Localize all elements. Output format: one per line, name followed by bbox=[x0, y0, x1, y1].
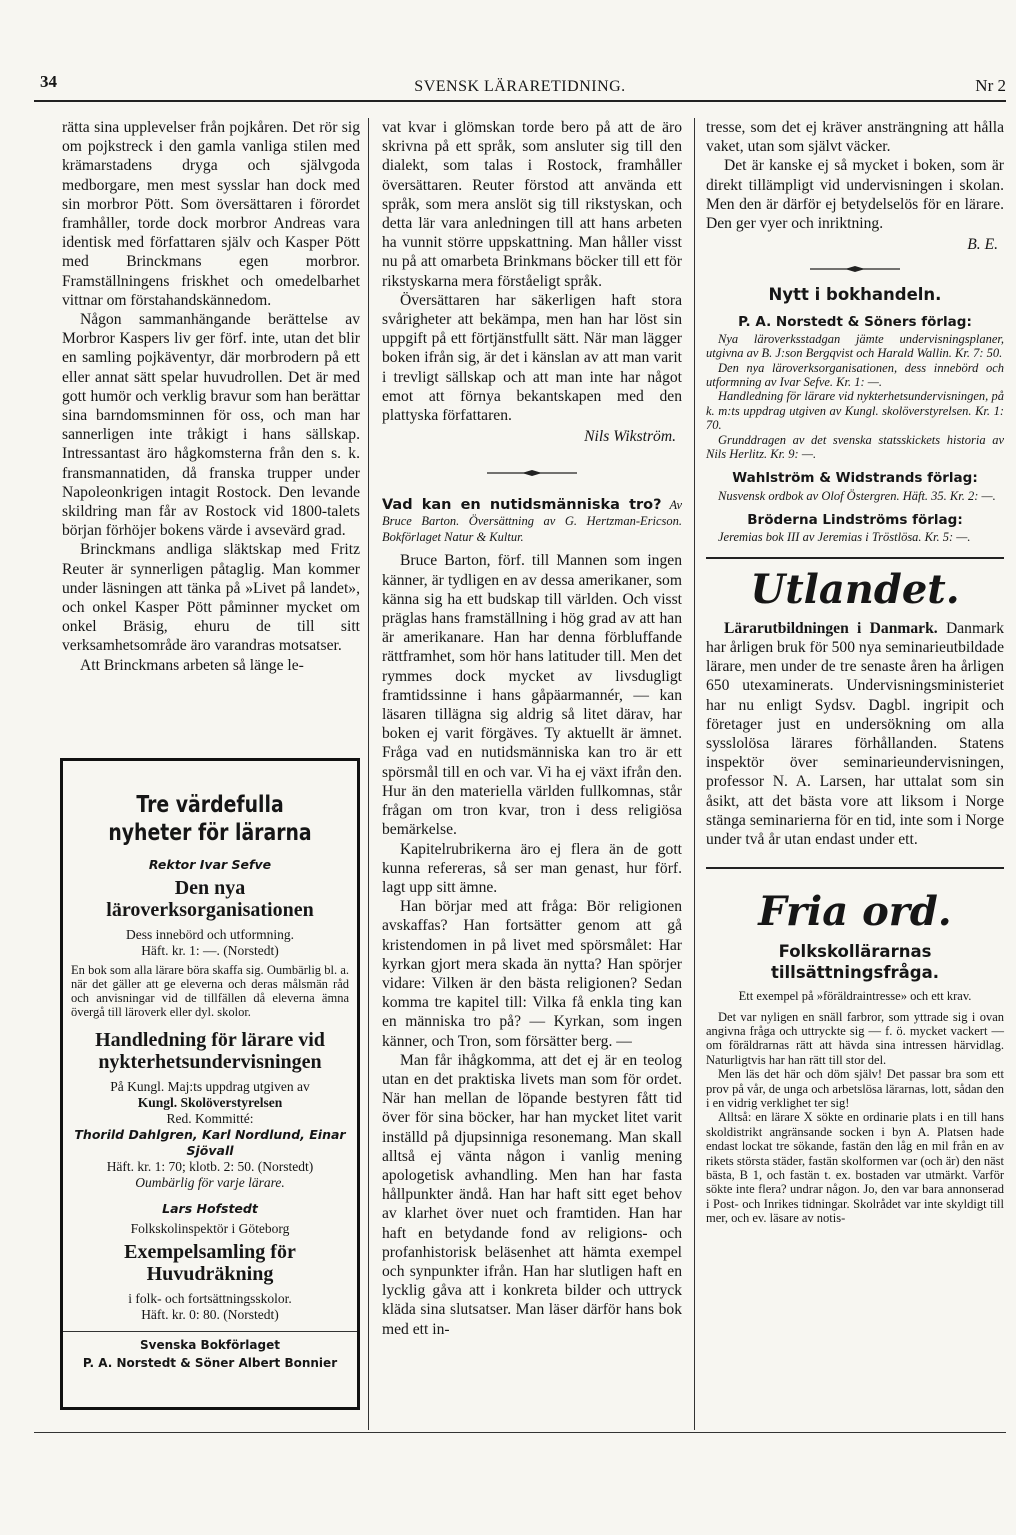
column-rule-2 bbox=[694, 118, 695, 1430]
section-rule bbox=[706, 557, 1004, 559]
fria-paragraph: Alltså: en lärare X sökte en ordinarie plats i en till hans skoldistrikt angränsande socken i byn A. Platsen hade endast lockat tre sökande, fastän den låg en mil från en av rikets största städer, fastän skolformen var (och är) den näst bästa, B 1, och fastän t. ex. bostaden var utmärkt. Varför sökte inte flera? undrar någon. Jo, den var bara annonserad i Post- och Inrikes tidningar. Skolrådet var inte skyldigt till mer, och ev. läsare av notis- bbox=[706, 1110, 1005, 1226]
ad-book3-author: Lars Hofstedt bbox=[162, 1201, 258, 1216]
col2-paragraph: Översättaren har säkerligen haft stora svårigheter att bekämpa, men han har löst sin uppgift på ett förtjänstfullt sätt. När man lägger boken ifrån sig, är det i känslan av att man varit i trevligt sällskap och att man inte har något emot att förnya bekantskapen med den plattyska författaren. bbox=[382, 291, 682, 425]
col2-signature: Nils Wikström. bbox=[584, 428, 676, 446]
section-rule bbox=[706, 867, 1004, 869]
col3-paragraph: Det är kanske ej så mycket i boken, som är direkt tillämpligt vid undervisningen i skolan. Men den är därför ej betydelselös för en lärare. Den ger vyer och inriktning. bbox=[706, 157, 1004, 233]
book-listing: Grunddragen av det svenska statsskickets historia av Nils Herlitz. Kr. 9: —. bbox=[706, 432, 1004, 462]
col2-paragraph: vat kvar i glömskan torde bero på att de äro skrivna på ett språk, som ansluter sig till den dialekt, som talas i Rostock, framhåller översättaren. Reuter förstod att använda ett språk, som mera anslöt sig till rikstyskan, och detta lär vara anledningen till att hans arbeten ha vunnit större uppskattning. Man håller visst nu på att omarbeta Brinkmans böcker till ett för rikstyskarna mera förståeligt språk. bbox=[382, 119, 682, 290]
ad-book3-author-role: Folkskolinspektör i Göteborg bbox=[130, 1221, 290, 1236]
fria-title: Folkskollärarnas tillsättningsfråga. bbox=[770, 942, 940, 983]
book-listing: Den nya läroverksorganisationen, dess innebörd och utformning av Ivar Sefve. Kr. 1: —. bbox=[706, 360, 1004, 390]
ad-book2-note: Oumbärlig för varje lärare. bbox=[135, 1175, 285, 1190]
review-title: Vad kan en nutidsmänniska tro? bbox=[382, 497, 662, 514]
column-2 bbox=[382, 118, 682, 1339]
col2-paragraph: Bruce Barton, förf. till Mannen som ingen känner, är tydligen en av dessa amerikaner, som känna sig ha ett budskap till världen. Och visst präglas hans framställning i hög grad av att han är amerikanare. Han har denna förbluffande rättframhet, som hör hans latituder till. Men det rymmes dock mycket av livsdugligt framtidssinne i hans gåpäarmannér, — kan läsaren tillägna sig aldrig så litet därav, har boken ej varit förgäves. Ty aktuellt är ämnet. Fråga vad en nutidsmänniska kan tro är ett spörsmål till en och var. Vi ha ej växt ifrån den. Hur än den materiella världen fullkomnas, står frågan om tron kvar, tron i dess religiösa bemärkelse. bbox=[382, 552, 682, 839]
column-rule-1 bbox=[368, 118, 369, 1430]
col2-paragraph: Man får ihågkomma, att det ej är en teolog utan en det praktiska livets man som för ordet. När han mellan de löpande bestyren fått tid över för sina böcker, har han mycket litet varit inställd på djupsinniga resonemang. Man skall alltså ej vänta någon i vanlig mening apologetisk avhandling. Men han har fasta hållpunkter ändå. Han har haft sitt eget behov av klarhet över nuet och framtiden. Han har haft en betydande fond av religions- och profanhistorisk beläsenhet att hämta exempel och synpunkter ifrån. Han har slutligen haft en lycklig gåva att i konkreta bilder och uttryck kläda sina slutsatser. Man läser därför hans bok med ett in- bbox=[382, 1051, 682, 1338]
nytt-heading: Nytt i bokhandeln. bbox=[768, 285, 942, 305]
publisher-list bbox=[706, 332, 1004, 462]
fria-paragraph: Men läs det här och döm själv! Det passar bra som ett prov på vår, de unga och arbetslösa lärarnas, lott, sådan den i en vidrig verklighet ter sig! bbox=[706, 1067, 1004, 1110]
review-header bbox=[382, 497, 682, 545]
ornament-divider bbox=[706, 264, 1004, 275]
ad-book3-price: Häft. kr. 0: 80. (Norstedt) bbox=[141, 1307, 279, 1322]
book-listing: Nusvensk ordbok av Olof Östergren. Häft. 35. Kr. 2: —. bbox=[718, 488, 996, 503]
ad-book1-title: Den nya läroverksorganisationen bbox=[106, 877, 314, 921]
book-listing: Handledning för lärare vid nykterhetsundervisningen, på k. m:ts uppdrag utgiven av Kungl. skolöverstyrelsen. Kr. 1: 70. bbox=[706, 389, 1004, 433]
ad-book1-author: Rektor Ivar Sefve bbox=[148, 857, 272, 872]
ad-book2-editors-label: Red. Kommitté: bbox=[166, 1111, 254, 1126]
publisher-list bbox=[706, 530, 1004, 544]
ad-publisher-line-2: P. A. Norstedt & Söner Albert Bonnier bbox=[82, 1356, 338, 1370]
ad-headline: Tre värdefulla nyheter för lärarna bbox=[108, 792, 312, 846]
bottom-rule bbox=[34, 1432, 1006, 1433]
review-meta: Av Bruce Barton. Översättning av G. Hertzman-Ericson. Bokförlaget Natur & Kultur. bbox=[382, 498, 682, 545]
col3-paragraph: tresse, som det ej kräver ansträngning att hålla vaket, utan som självt väcker. bbox=[706, 119, 1004, 156]
page-number: 34 bbox=[40, 72, 57, 91]
book-advertisement bbox=[60, 758, 360, 1410]
fria-ord-heading: Fria ord. bbox=[758, 888, 952, 936]
ornament-divider bbox=[382, 468, 682, 479]
ad-separator bbox=[63, 1331, 357, 1332]
page-header bbox=[34, 70, 1006, 102]
ad-book2-price: Häft. kr. 1: 70; klotb. 2: 50. (Norstedt) bbox=[106, 1159, 314, 1174]
ornament-rule-icon bbox=[487, 468, 577, 478]
col3-signature: B. E. bbox=[967, 236, 998, 254]
utlandet-paragraph bbox=[706, 619, 1004, 849]
publisher-heading: Bröderna Lindströms förlag: bbox=[747, 512, 963, 529]
ad-book1-subtitle: Dess innebörd och utformning. bbox=[126, 927, 294, 942]
publisher-heading: P. A. Norstedt & Söners förlag: bbox=[738, 313, 972, 330]
publisher-heading: Wahlström & Widstrands förlag: bbox=[732, 470, 978, 487]
fria-paragraph: Det var nyligen en snäll farbror, som yttrade sig i ovan angivna fråga och uttryckte sig — f. ö. mycket vackert — om föräldrarnas rätt att hävda sina intressen härvidlag. Naturligtvis har han rätt till stor del. bbox=[706, 1009, 1004, 1067]
col1-paragraph: Att Brinckmans arbeten så länge le- bbox=[80, 656, 304, 674]
ad-book3-subtitle: i folk- och fortsättningsskolor. bbox=[128, 1291, 292, 1306]
utlandet-heading: Utlandet. bbox=[750, 565, 960, 613]
col1-paragraph: rätta sina upplevelser från pojkåren. Det rör sig om pojkstreck i den gamla vanliga stilen med krämarstadens dryga och självgoda medborgare, men mest sysslar han dock med sin morbror Pött. Som översättaren i förordet framhåller, torde dock morbror Andreas vara identisk med författaren själv och Kasper Pött med Brinckmans egen morbror. Framställningens friskhet och omedelbarhet vittnar om förstahandskännedom. bbox=[62, 119, 360, 309]
book-listing: Jeremias bok III av Jeremias i Tröstlösa. Kr. 5: —. bbox=[718, 530, 971, 545]
col1-paragraph: Brinckmans andliga släktskap med Fritz Reuter är synnerligen påtaglig. Man kommer under läsningen att tänka på »Livet på landet», och onkel Kasper Pött påminner mycket om onkel Bräsig, ehuru de till sitt verksamhetsområde äro varandras motsatser. bbox=[62, 541, 360, 655]
col1-paragraph: Någon sammanhängande berättelse av Morbror Kaspers liv ger förf. inte, utan det blir en samling pojkäventyr, där morbrodern på ett eller annat sätt spelar huvudrollen. Det är med gott humör och verklig bravur som han berättar sina barndomsminnen för oss, och man har sannerligen inte tråkigt i hans sällskap. Intressantast äro hågkomsterna från den s. k. fransmannatiden, då franska trupper under Napoleonkrigen intagit Rostock. Den levande skildring man får av Rostock vid 1800-talets början förhöjer bokens värde i avsevärd grad. bbox=[62, 311, 360, 540]
column-1 bbox=[62, 118, 360, 675]
col2-paragraph: Kapitelrubrikerna äro ej flera än de gott kunna refereras, så ser man genast, hur förf. lagt upp sitt ämne. bbox=[382, 840, 682, 896]
ad-book2-title: Handledning för lärare vid nykterhetsundervisningen bbox=[95, 1029, 325, 1073]
ad-book2-editors: Thorild Dahlgren, Karl Nordlund, Einar Sjövall bbox=[74, 1127, 346, 1158]
book-listing: Nya läroverksstadgan jämte undervisningsplaner, utgivna av B. J:son Bergqvist och Harald Wallin. Kr. 7: 50. bbox=[706, 331, 1004, 361]
ad-book1-description: En bok som alla lärare böra skaffa sig. Oumbärlig bl. a. när det gäller att ge eleverna och deras målsmän råd och anvisningar vid de tillfällen då eleverna ämna övergå till läroverk eller dyl. skolor. bbox=[71, 963, 349, 1019]
ad-book2-publisher-body: Kungl. Skolöverstyrelsen bbox=[137, 1095, 283, 1110]
column-3 bbox=[706, 118, 1004, 1226]
ad-book3-title: Exempelsamling för Huvudräkning bbox=[124, 1241, 296, 1285]
fria-subtitle: Ett exempel på »föräldraintresse» och ett krav. bbox=[738, 989, 972, 1004]
utlandet-lead: Lärarutbildningen i Danmark. bbox=[724, 619, 938, 637]
fria-body bbox=[706, 1010, 1004, 1226]
issue-number: Nr 2 bbox=[975, 76, 1006, 95]
ad-publisher-line-1: Svenska Bokförlaget bbox=[140, 1338, 280, 1352]
publisher-list bbox=[706, 489, 1004, 503]
utlandet-text: Danmark har årligen bruk för 500 nya seminarieutbildade lärare, men under de tre senaste åren ha årligen 650 utexaminerats. Undervisningsministeriet har nu enligt Sydsv. Dagbl. ingripit och företager just en undersökning om alla sysslolösa lärares förhållanden. Statens inspektör över seminarieundervisningen, professor N. A. Larsen, har uttalat som sin åsikt, att det bästa vore att liksom i Norge stänga seminarierna för en tid, inte som i Norge under två år utan endast under ett. bbox=[706, 619, 1004, 848]
ad-book2-commission: På Kungl. Maj:ts uppdrag utgiven av bbox=[110, 1079, 310, 1094]
ad-book1-price: Häft. kr. 1: —. (Norstedt) bbox=[141, 943, 279, 958]
journal-title: SVENSK LÄRARETIDNING. bbox=[414, 78, 626, 95]
ornament-rule-icon bbox=[810, 264, 900, 274]
col2-paragraph: Han börjar med att fråga: Bör religionen avskaffas? Han fortsätter genom att gå kristendomen in på livet med spörsmålet: Har kyrkan gjort mera skada än nytta? Han spörjer vidare: Vilken är den bästa religionen? Sedan komma tre kapitel till: Vilka få enkla ting kan en människa tro på? — Kyrkan, som ingen känner, och Tron, som försätter berg. — bbox=[382, 898, 682, 1050]
